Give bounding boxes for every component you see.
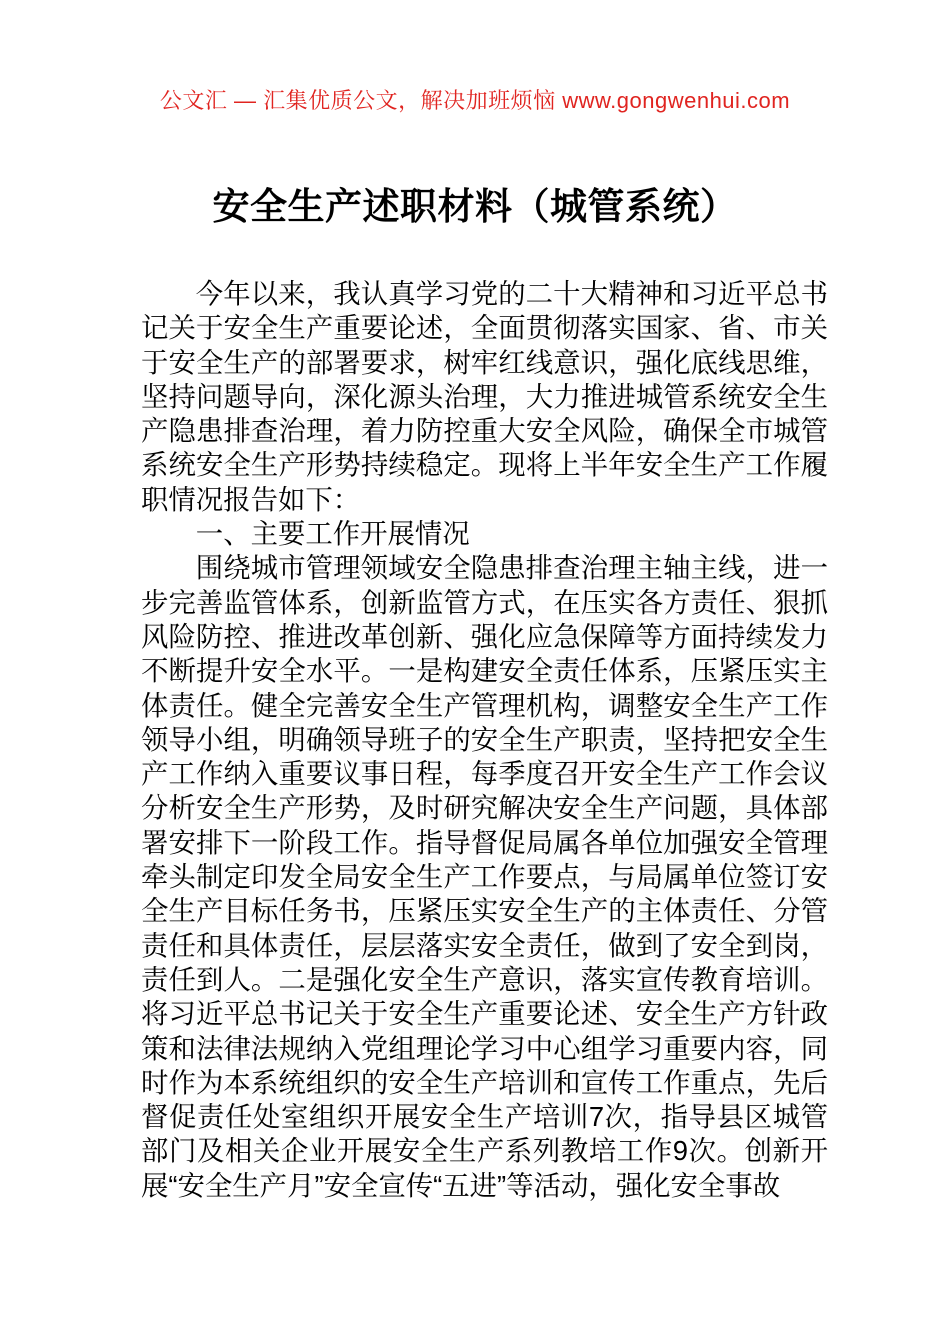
body-paragraph: 围绕城市管理领域安全隐患排查治理主轴主线，进一步完善监管体系，创新监管方式，在压实各方责任、狠抓风险防控、推进改革创新、强化应急保障等方面持续发力不断提升安全水平。一是构建安全责任体系，压紧压实主体责任。健全完善安全生产管理机构，调整安全生产工作领导小组，明确领导班子的安全生产职责，坚持把安全生产工作纳入重要议事日程，每季度召开安全生产工作会议分析安全生产形势，及时研究解决安全生产问题，具体部署安排下一阶段工作。指导督促局属各单位加强安全管理牵头制定印发全局安全生产工作要点，与局属单位签订安全生产目标任务书，压紧压实安全生产的主体责任、分管责任和具体责任，层层落实安全责任，做到了安全到岗，责任到人。二是强化安全生产意识，落实宣传教育培训。将习近平总书记关于安全生产重要论述、安全生产方针政策和法律法规纳入党组理论学习中心组学习重要内容，同时作为本系统组织的安全生产培训和宣传工作重点，先后督促责任处室组织开展安全生产培训7次，指导县区城管部门及相关企业开展安全生产系列教培工作9次。创新开展“安全生产月”安全宣传“五进”等活动，强化安全事故 xyxy=(141,552,828,1201)
promo-banner: 公文汇 — 汇集优质公文，解决加班烦恼 www.gongwenhui.com xyxy=(159,88,791,113)
body-paragraph: 今年以来，我认真学习党的二十大精神和习近平总书记关于安全生产重要论述，全面贯彻落实国家、省、市关于安全生产的部署要求，树牢红线意识，强化底线思维，坚持问题导向，深化源头治理，大力推进城管系统安全生产隐患排查治理，着力防控重大安全风险，确保全市城管系统安全生产形势持续稳定。现将上半年安全生产工作履职情况报告如下： xyxy=(141,278,828,515)
document-title: 安全生产述职材料（城管系统） xyxy=(212,186,738,227)
section-heading: 一、主要工作开展情况 xyxy=(195,518,470,550)
document-body xyxy=(141,277,828,1203)
